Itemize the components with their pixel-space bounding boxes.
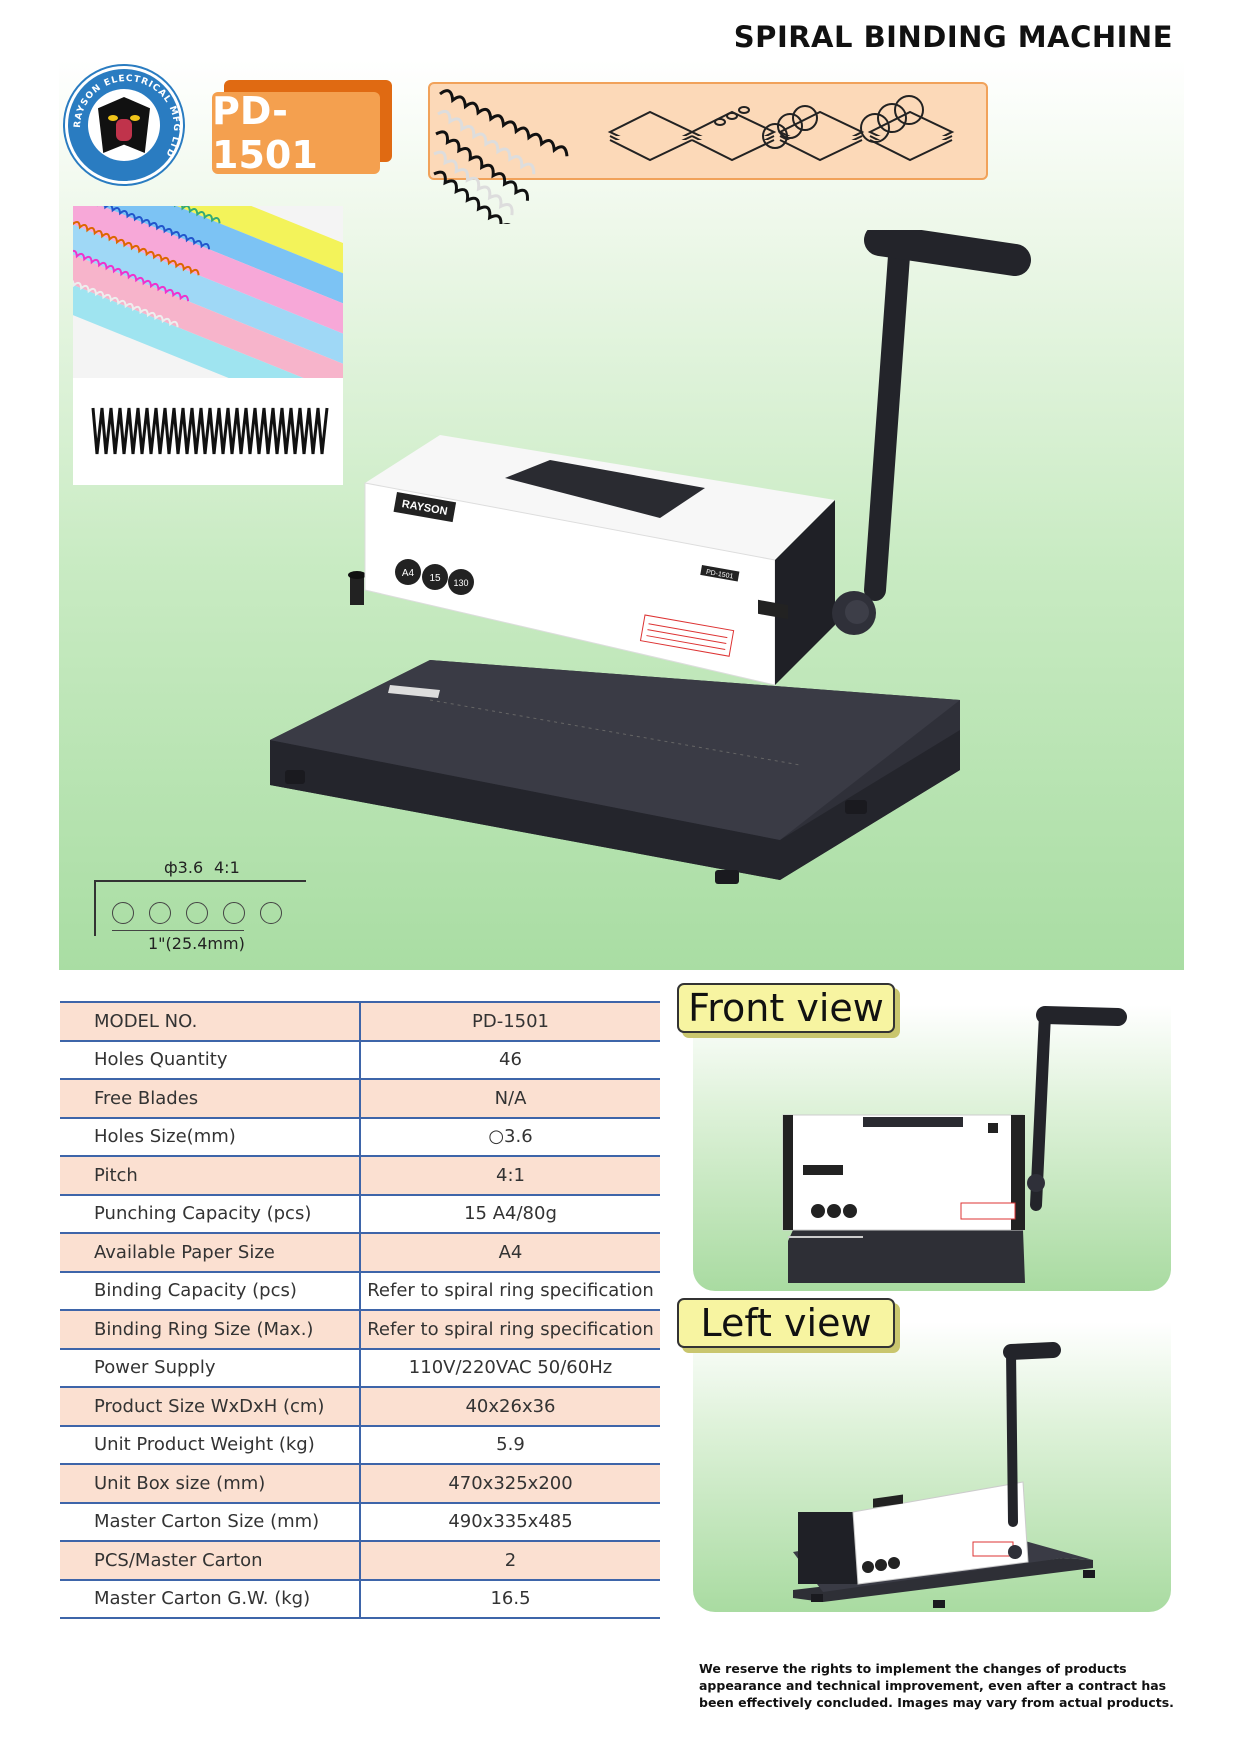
machine-brand-label: RAYSON — [400, 498, 449, 518]
model-tag: PD-1501 — [212, 92, 380, 174]
spec-value: 490x335x485 — [360, 1503, 660, 1542]
spec-value: 5.9 — [360, 1426, 660, 1465]
binding-process-banner — [428, 82, 988, 180]
spec-row — [60, 1156, 660, 1195]
company-logo — [65, 66, 183, 184]
spec-label: Holes Quantity — [60, 1041, 360, 1080]
spec-label: Binding Ring Size (Max.) — [60, 1310, 360, 1349]
spec-table — [60, 1001, 660, 1619]
spec-row — [60, 1464, 660, 1503]
spec-value: Refer to spiral ring specification — [360, 1272, 660, 1311]
spec-row — [60, 1349, 660, 1388]
page-title: SPIRAL BINDING MACHINE — [733, 20, 1173, 54]
spec-value: ○3.6 — [360, 1118, 660, 1157]
hole-circle — [112, 902, 134, 924]
logo-ring-text — [68, 69, 186, 187]
machine-model-plate: PD-1501 — [705, 568, 734, 581]
spec-value: 470x325x200 — [360, 1464, 660, 1503]
front-view-label: Front view — [677, 983, 895, 1033]
spec-label: Binding Capacity (pcs) — [60, 1272, 360, 1311]
spec-value: 15 A4/80g — [360, 1195, 660, 1234]
binding-machine-illustration — [260, 230, 1160, 910]
disclaimer-text: We reserve the rights to implement the changes of products appearance and technical improvement, even after a contract has been effectively concluded. Images may vary from actual products. — [699, 1661, 1174, 1710]
spec-value: 46 — [360, 1041, 660, 1080]
spec-value: Refer to spiral ring specification — [360, 1310, 660, 1349]
spec-label: Unit Product Weight (kg) — [60, 1426, 360, 1465]
hole-circle — [149, 902, 171, 924]
hole-circle — [186, 902, 208, 924]
spec-row — [60, 1041, 660, 1080]
spec-label: PCS/Master Carton — [60, 1541, 360, 1580]
spec-row — [60, 1426, 660, 1465]
spec-label: Holes Size(mm) — [60, 1118, 360, 1157]
spec-value: 40x26x36 — [360, 1387, 660, 1426]
spec-row — [60, 1387, 660, 1426]
spiral-coils-illustration — [430, 74, 990, 224]
spec-label: Available Paper Size — [60, 1233, 360, 1272]
hole-circle — [260, 902, 282, 924]
spec-value: 16.5 — [360, 1580, 660, 1619]
spec-row — [60, 1272, 660, 1311]
spec-value: 110V/220VAC 50/60Hz — [360, 1349, 660, 1388]
spec-row — [60, 1002, 660, 1041]
spec-label: Power Supply — [60, 1349, 360, 1388]
svg-text:RAYSON ELECTRICAL MFG LTD: RAYSON ELECTRICAL MFG LTD — [72, 73, 182, 159]
badge-binding: 130 — [453, 578, 469, 588]
spec-label: Master Carton G.W. (kg) — [60, 1580, 360, 1619]
spec-value: 4:1 — [360, 1156, 660, 1195]
spec-label: Product Size WxDxH (cm) — [60, 1387, 360, 1426]
hole-pitch-label: 4:1 — [214, 858, 240, 877]
left-view-label: Left view — [677, 1298, 895, 1348]
spec-label: Unit Box size (mm) — [60, 1464, 360, 1503]
spec-row — [60, 1310, 660, 1349]
hole-distance-label: 1"(25.4mm) — [148, 934, 245, 953]
spec-value: 2 — [360, 1541, 660, 1580]
spec-label: Punching Capacity (pcs) — [60, 1195, 360, 1234]
spec-label: MODEL NO. — [60, 1002, 360, 1041]
spec-label: Pitch — [60, 1156, 360, 1195]
spec-row — [60, 1541, 660, 1580]
badge-paper-size: A4 — [401, 568, 415, 579]
spec-value: A4 — [360, 1233, 660, 1272]
hole-diameter-label: ф3.6 — [164, 858, 204, 877]
spec-row — [60, 1503, 660, 1542]
spec-row — [60, 1580, 660, 1619]
badge-sheets: 15 — [429, 573, 441, 584]
spec-label: Master Carton Size (mm) — [60, 1503, 360, 1542]
hole-circle — [223, 902, 245, 924]
spec-label: Free Blades — [60, 1079, 360, 1118]
spec-row — [60, 1079, 660, 1118]
spec-row — [60, 1233, 660, 1272]
hole-spec-diagram — [94, 850, 324, 960]
front-view-card — [693, 1005, 1171, 1291]
spec-value: PD-1501 — [360, 1002, 660, 1041]
spec-row — [60, 1118, 660, 1157]
left-view-card — [693, 1322, 1171, 1612]
spec-value: N/A — [360, 1079, 660, 1118]
spec-row — [60, 1195, 660, 1234]
